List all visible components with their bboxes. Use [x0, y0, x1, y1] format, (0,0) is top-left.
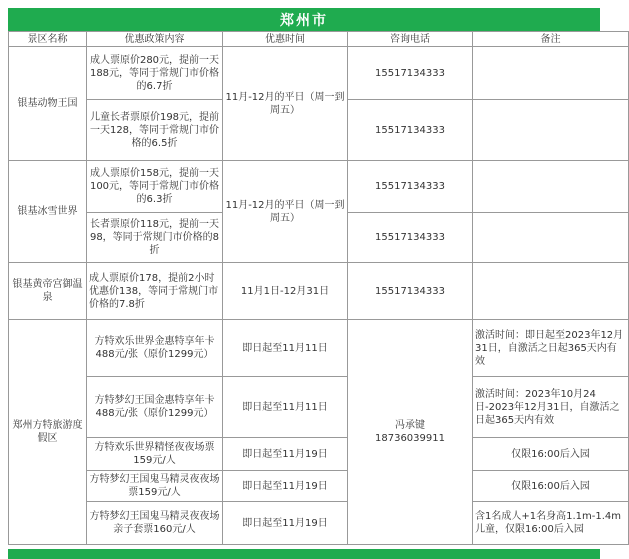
table-row — [9, 320, 629, 377]
note-cell: 激活时间：2023年10月24日-2023年12月31日，自激活之日起365天内有效 — [473, 377, 629, 438]
phone-cell: 15517134333 — [348, 213, 473, 263]
city-title: 郑州市 — [8, 8, 600, 31]
table-row — [9, 377, 629, 438]
contact-phone: 18736039911 — [375, 433, 445, 444]
note-cell — [473, 47, 629, 100]
time-cell: 即日起至11月11日 — [223, 377, 348, 438]
note-cell — [473, 213, 629, 263]
header-policy: 优惠政策内容 — [87, 32, 223, 47]
scenic-name: 银基动物王国 — [9, 47, 87, 161]
phone-cell: 15517134333 — [348, 161, 473, 213]
scenic-name: 银基冰雪世界 — [9, 161, 87, 263]
contact-cell — [348, 320, 473, 545]
time-cell: 即日起至11月19日 — [223, 438, 348, 471]
time-cell: 即日起至11月19日 — [223, 471, 348, 502]
table-row — [9, 47, 629, 100]
note-cell — [473, 161, 629, 213]
time-cell: 即日起至11月11日 — [223, 320, 348, 377]
discount-table — [8, 31, 629, 545]
time-cell: 11月-12月的平日（周一到周五） — [223, 161, 348, 263]
note-cell — [473, 100, 629, 161]
note-cell: 仅限16:00后入园 — [473, 438, 629, 471]
table-row — [9, 161, 629, 213]
policy-cell: 方特梦幻王国鬼马精灵夜夜场亲子套票160元/人 — [87, 502, 223, 545]
policy-cell: 方特梦幻王国金惠特享年卡488元/张（原价1299元） — [87, 377, 223, 438]
header-row — [9, 32, 629, 47]
phone-cell: 15517134333 — [348, 100, 473, 161]
phone-cell: 15517134333 — [348, 263, 473, 320]
table-row — [9, 438, 629, 471]
header-time: 优惠时间 — [223, 32, 348, 47]
policy-cell: 方特梦幻王国鬼马精灵夜夜场票159元/人 — [87, 471, 223, 502]
policy-cell: 方特欢乐世界精怪夜夜场票159元/人 — [87, 438, 223, 471]
time-cell: 即日起至11月19日 — [223, 502, 348, 545]
policy-cell: 成人票原价280元，提前一天188元，等同于常规门市价格的6.7折 — [87, 47, 223, 100]
scenic-name: 银基黄帝宫御温泉 — [9, 263, 87, 320]
contact-name: 冯承键 — [395, 420, 425, 431]
note-cell: 仅限16:00后入园 — [473, 471, 629, 502]
note-cell: 激活时间：即日起至2023年12月31日，自激活之日起365天内有效 — [473, 320, 629, 377]
note-cell — [473, 263, 629, 320]
policy-cell: 成人票原价178，提前2小时优惠价138，等同于常规门市价格的7.8折 — [87, 263, 223, 320]
phone-cell: 15517134333 — [348, 47, 473, 100]
table-row — [9, 471, 629, 502]
policy-cell: 儿童长者票原价198元，提前一天128，等同于常规门市价格的6.5折 — [87, 100, 223, 161]
table-row — [9, 263, 629, 320]
table-row — [9, 502, 629, 545]
header-scenic-name: 景区名称 — [9, 32, 87, 47]
time-cell: 11月-12月的平日（周一到周五） — [223, 47, 348, 161]
policy-cell: 成人票原价158元，提前一天100元，等同于常规门市价格的6.3折 — [87, 161, 223, 213]
policy-cell: 长者票原价118元，提前一天98，等同于常规门市价格的8折 — [87, 213, 223, 263]
scenic-name: 郑州方特旅游度假区 — [9, 320, 87, 545]
bottom-bar — [8, 549, 600, 559]
top-edge — [0, 0, 600, 8]
time-cell: 11月1日-12月31日 — [223, 263, 348, 320]
header-note: 备注 — [473, 32, 629, 47]
note-cell: 含1名成人+1名身高1.1m-1.4m儿童，仅限16:00后入园 — [473, 502, 629, 545]
header-phone: 咨询电话 — [348, 32, 473, 47]
policy-cell: 方特欢乐世界金惠特享年卡488元/张（原价1299元） — [87, 320, 223, 377]
